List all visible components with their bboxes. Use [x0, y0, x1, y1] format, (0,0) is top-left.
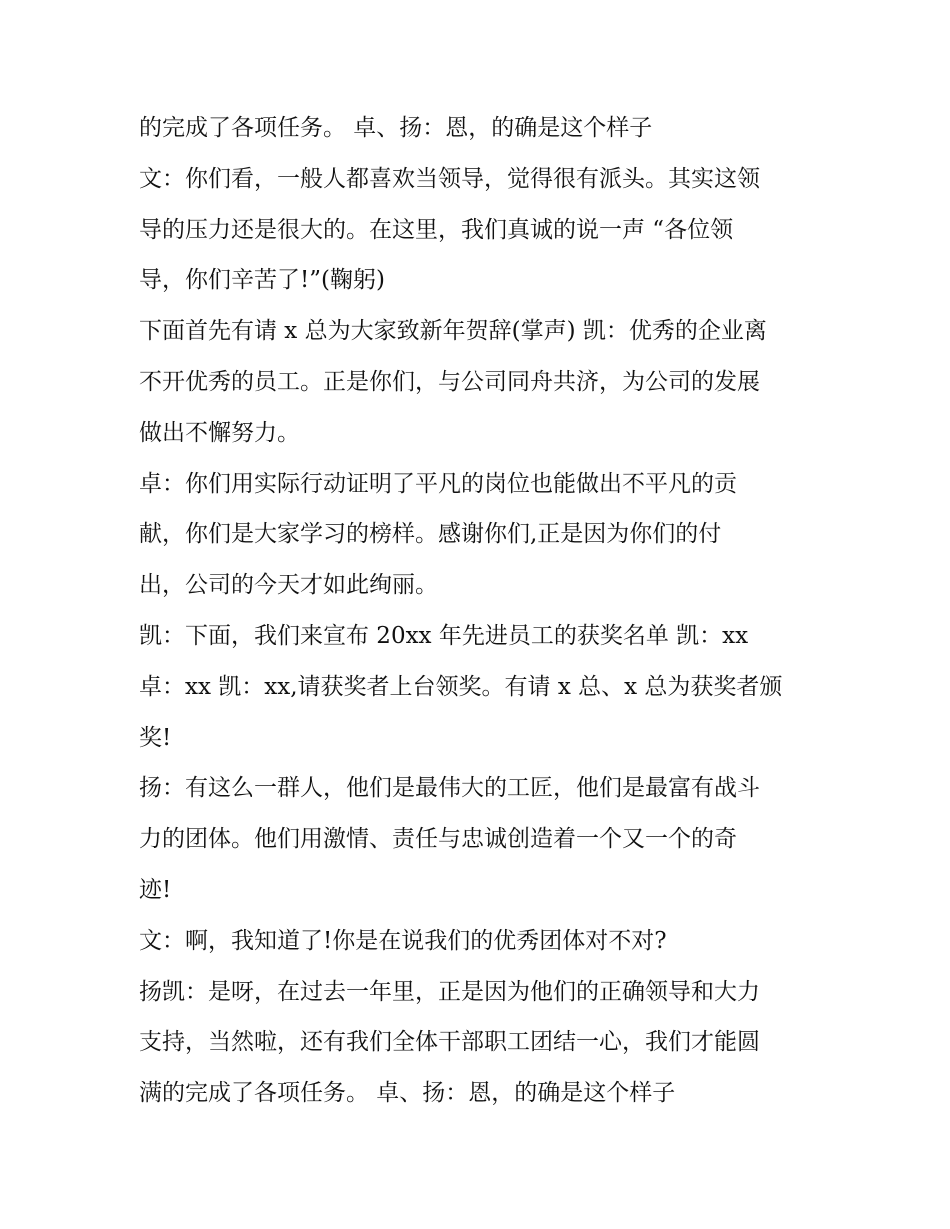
text-line-10: 出，公司的今天才如此绚丽。: [139, 572, 438, 599]
document-body: [139, 103, 829, 1119]
text-line-18: 扬凯：是呀，在过去一年里，正是因为他们的正确领导和大力: [139, 978, 760, 1005]
text-line-7: 做出不懈努力。: [139, 419, 300, 446]
text-line-13: 奖!: [139, 724, 172, 751]
text-line-4: 导，你们辛苦了!”(鞠躬): [139, 267, 385, 294]
text-line-1: 的完成了各项任务。 卓、扬：恩，的确是这个样子: [139, 115, 653, 141]
text-line-14: 扬：有这么一群人，他们是最伟大的工匠，他们是最富有战斗: [139, 775, 760, 802]
text-line-9: 献，你们是大家学习的榜样。感谢你们,正是因为你们的付: [139, 521, 722, 548]
text-line-3: 导的压力还是很大的。在这里，我们真诚的说一声 “各位领: [139, 216, 734, 243]
text-line-8: 卓：你们用实际行动证明了平凡的岗位也能做出不平凡的贡: [139, 470, 737, 497]
text-line-19: 支持，当然啦，还有我们全体干部职工团结一心，我们才能圆: [139, 1029, 760, 1056]
text-line-20: 满的完成了各项任务。 卓、扬：恩，的确是这个样子: [139, 1080, 676, 1107]
text-line-6: 不开优秀的员工。正是你们，与公司同舟共济，为公司的发展: [139, 368, 760, 395]
text-line-16: 迹!: [139, 876, 172, 903]
text-line-5: 下面首先有请 x 总为大家致新年贺辞(掌声) 凯：优秀的企业离: [139, 318, 767, 345]
text-line-11: 凯：下面，我们来宣布 20xx 年先进员工的获奖名单 凯：xx: [139, 622, 749, 649]
text-line-2: 文：你们看，一般人都喜欢当领导，觉得很有派头。其实这领: [139, 165, 760, 192]
text-line-12: 卓：xx 凯：xx,请获奖者上台领奖。有请 x 总、x 总为获奖者颁: [139, 673, 783, 700]
text-line-15: 力的团体。他们用激情、责任与忠诚创造着一个又一个的奇: [139, 826, 737, 853]
text-line-17: 文：啊，我知道了!你是在说我们的优秀团体对不对?: [139, 927, 667, 954]
